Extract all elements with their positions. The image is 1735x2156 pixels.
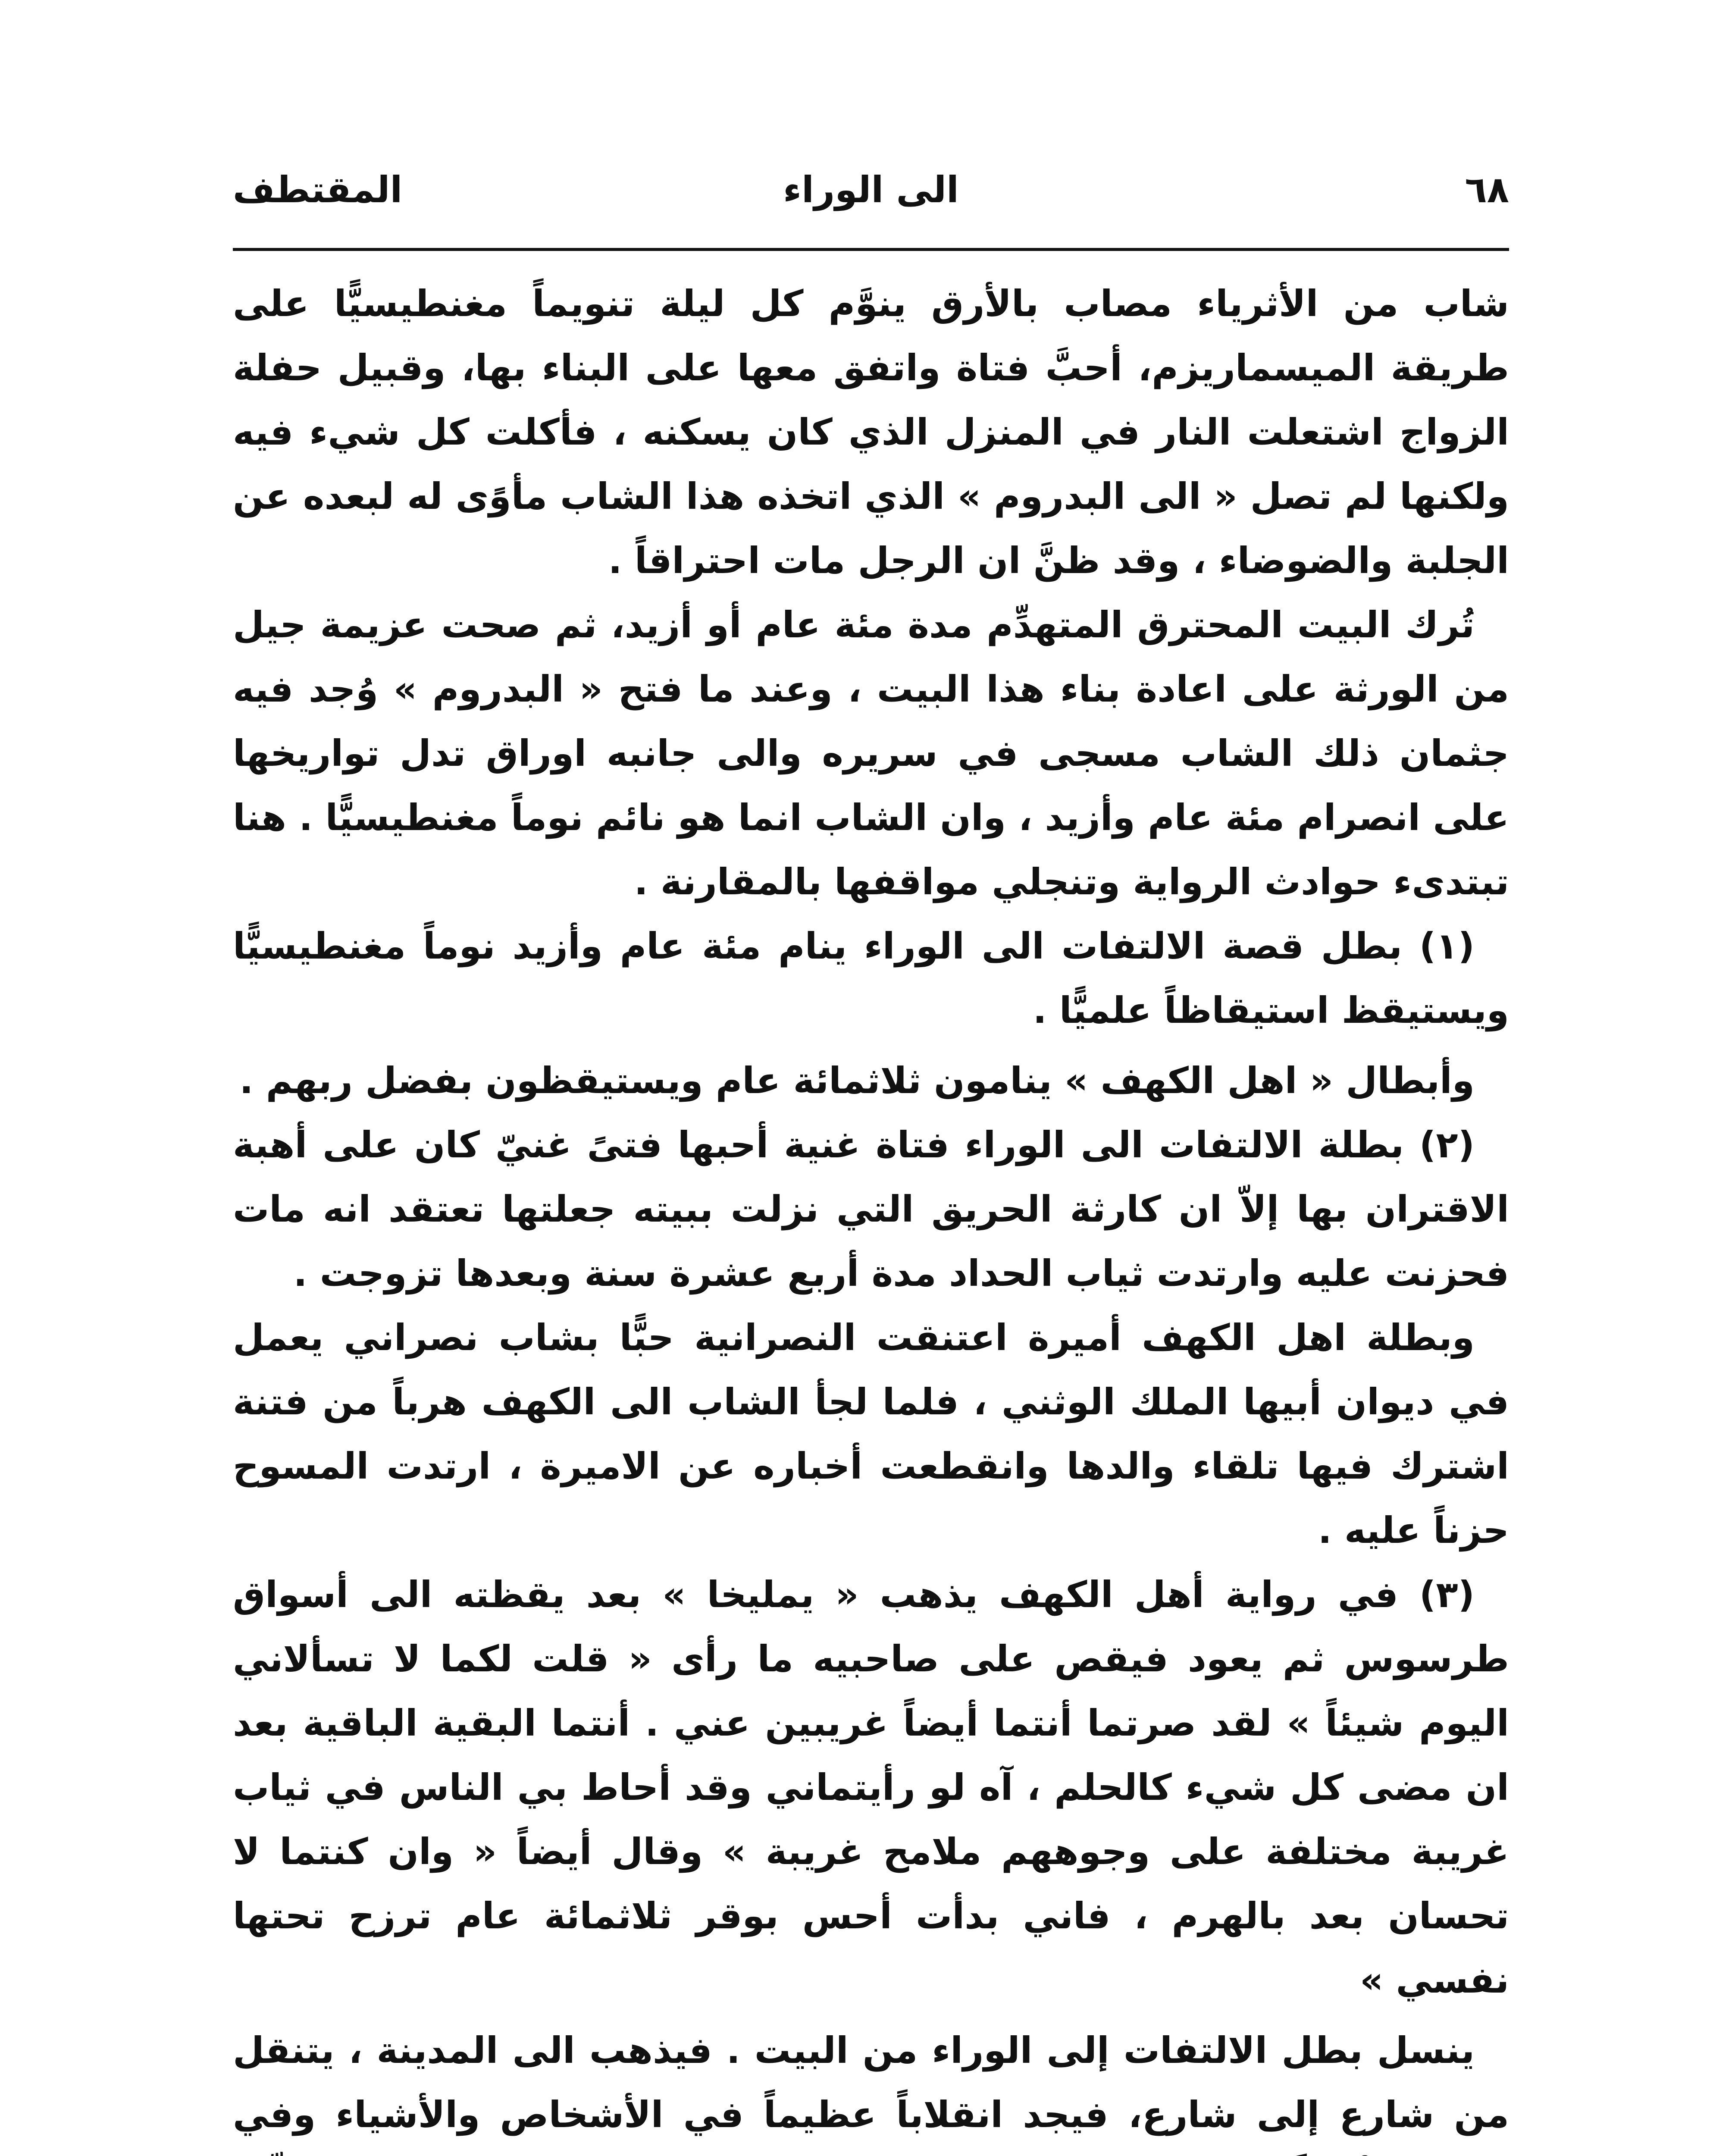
article-body: [233, 272, 1509, 2156]
paragraph: (٣) في رواية أهل الكهف يذهب « يمليخا » بعد يقظته الى أسواق طرسوس ثم يعود فيقص على صاحبيه ما رأى « قلت لكما لا تسألاني اليوم شيئاً » لقد صرتما أنتما أيضاً غريبين عني . أنتما البقية الباقية بعد ان مضى كل شيء كالحلم ، آه لو رأيتماني وقد أحاط بي الناس في ثياب غريبة مختلفة على وجوههم ملامح غريبة » وقال أيضاً « وان كنتما لا تحسان بعد بالهرم ، فاني بدأت أحس بوقر ثلاثمائة عام ترزح تحتها نفسي »: [233, 1573, 1509, 2001]
paragraph: تُرك البيت المحترق المتهدِّم مدة مئة عام أو أزيد، ثم صحت عزيمة جيل من الورثة على اعادة بناء هذا البيت ، وعند ما فتح « البدروم » وُجد فيه جثمان ذلك الشاب مسجى في سريره والى جانبه اوراق تدل تواريخها على انصرام مئة عام وأزيد ، وان الشاب انما هو نائم نوماً مغنطيسيًّا . هنا تبتدىء حوادث الرواية وتنجلي مواقفها بالمقارنة .: [233, 604, 1509, 903]
paragraph: شاب من الأثرياء مصاب بالأرق ينوَّم كل ليلة تنويماً مغنطيسيًّا على طريقة الميسماريزم، أحبَّ فتاة واتفق معها على البناء بها، وقبيل حفلة الزواج اشتعلت النار في المنزل الذي كان يسكنه ، فأكلت كل شيء فيه ولكنها لم تصل « الى البدروم » الذي اتخذه هذا الشاب مأوًى له لبعده عن الجلبة والضوضاء ، وقد ظنَّ ان الرجل مات احتراقاً .: [233, 282, 1509, 582]
paragraph: (١) بطل قصة الالتفات الى الوراء ينام مئة عام وأزيد نوماً مغنطيسيًّا ويستيقظ استيقاظاً علميًّا .: [233, 925, 1509, 1031]
paragraph: وأبطال « اهل الكهف » ينامون ثلاثمائة عام ويستيقظون بفضل ربهم .: [239, 1059, 1475, 1102]
journal-name: المقتطف: [233, 169, 403, 211]
paragraph: وبطلة اهل الكهف أميرة اعتنقت النصرانية حبًّا بشاب نصراني يعمل في ديوان أبيها الملك الوثني ، فلما لجأ الشاب الى الكهف هرباً من فتنة اشترك فيها تلقاء والدها وانقطعت أخباره عن الاميرة ، ارتدت المسوح حزناً عليه .: [233, 1316, 1509, 1551]
paragraph: ينسل بطل الالتفات إلى الوراء من البيت . فيذهب الى المدينة ، يتنقل من شارع إلى شارع، فيجد انقلاباً عظيماً في الأشخاص والأشياء وفي: [233, 2029, 1509, 2136]
page-number: ٦٨: [1465, 169, 1509, 211]
running-title: الى الوراء: [783, 169, 959, 211]
page-header: [233, 155, 1509, 224]
paragraph: (٢) بطلة الالتفات الى الوراء فتاة غنية أحبها فتىً غنيّ كان على أهبة الاقتران بها إلاّ ان كارثة الحريق التي نزلت ببيته جعلتها تعتقد انه مات فحزنت عليه وارتدت ثياب الحداد مدة أربع عشرة سنة وبعدها تزوجت .: [233, 1124, 1509, 1294]
header-rule: [233, 248, 1509, 251]
